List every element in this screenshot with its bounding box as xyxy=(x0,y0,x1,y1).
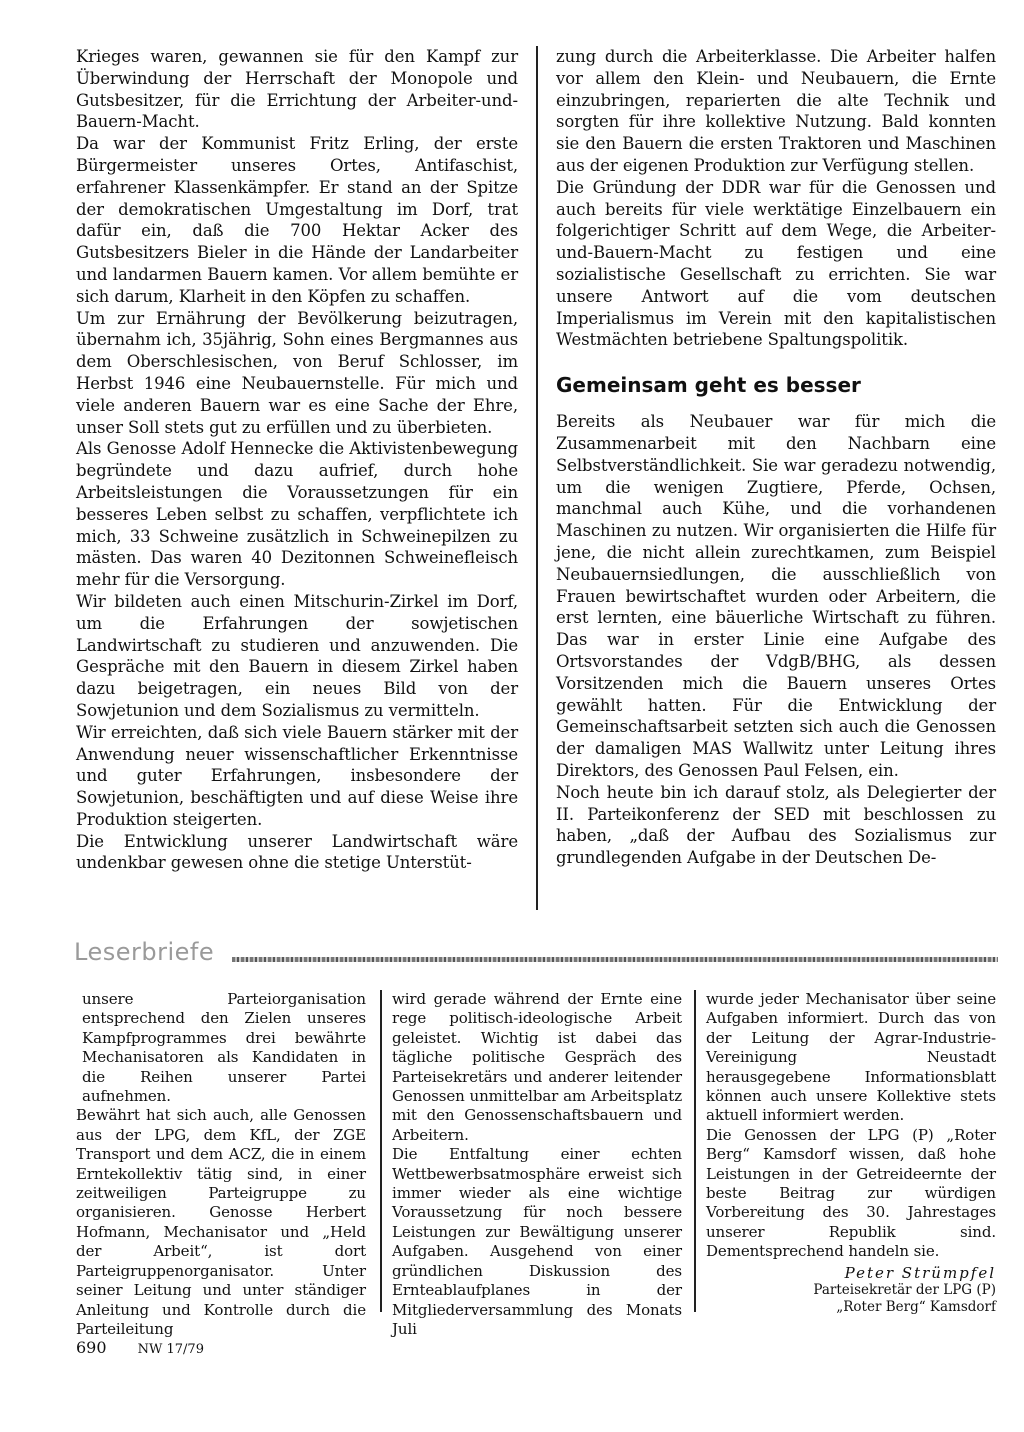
article-paragraph: Krieges waren, gewannen sie für den Kampf zur Überwindung der Herrschaft der Monopole und Gutsbesitzer, für die Errichtung der Arbeiter-und-Bauern-Macht. xyxy=(76,47,518,132)
article-paragraph: Die Gründung der DDR war für die Genossen und auch bereits für viele werktätige Einzelbauern ein folgerichtiger Schritt auf dem Wege, die Arbeiter-und-Bauern-Macht zu festigen und eine sozialistische Gesellschaft zu errichten. Sie war unsere Antwort auf die vom deutschen Imperialismus im Verein mit den kapitalistischen Westmächten betriebene Spaltungspolitik. xyxy=(556,177,996,350)
column-divider xyxy=(536,46,538,910)
letter-paragraph: wird gerade während der Ernte eine rege politisch-ideologische Arbeit geleistet. Wichtig ist dabei das tägliche politische Gespräch des Parteisekretärs und anderer leitender Genossen unmittelbar am Arbeitsplatz mit den Genossenschaftsbauern und Arbeitern. xyxy=(392,990,682,1144)
article-column-right xyxy=(556,46,996,869)
article-paragraph: Bereits als Neubauer war für mich die Zusammenarbeit mit den Nachbarn eine Selbstverständlichkeit. Sie war geradezu notwendig, um die wenigen Zugtiere, Pferde, Ochsen, manchmal auch Kühe, und die vorhandenen Maschinen zu nutzen. Wir organisierten die Hilfe für jene, die nicht allein zurechtkamen, zum Beispiel Neubauernsiedlungen, die ausschließlich von Frauen bewirtschaftet wurden oder Arbeitern, die erst lernten, eine bäuerliche Wirtschaft zu führen. Das war in erster Linie eine Aufgabe des Ortsvorstandes der VdgB/BHG, als dessen Vorsitzenden mich die Bauern unseres Ortes gewählt hatten. Für die Entwicklung der Gemeinschaftsarbeit setzten sich auch die Genossen der damaligen MAS Wallwitz unter Leitung ihres Direktors, des Genossen Paul Felsen, ein. xyxy=(556,412,996,780)
letter-paragraph: Die Entfaltung einer echten Wettbewerbsatmosphäre erweist sich immer wieder als eine wichtige Voraussetzung für noch bessere Leistungen zur Bewältigung unserer Aufgaben. Ausgehend von einer gründlichen Diskussion des Ernteablaufplanes in der Mitgliederversammlung des Monats Juli xyxy=(392,1145,682,1338)
article-paragraph: zung durch die Arbeiterklasse. Die Arbeiter halfen vor allem den Klein- und Neubauern, die Ernte einzubringen, reparierten die alte Technik und sorgten für ihre kollektive Nutzung. Bald konnten sie den Bauern die ersten Traktoren und Maschinen aus der eigenen Produktion zur Verfügung stellen. xyxy=(556,47,996,175)
letter-paragraph: unsere Parteiorganisation entsprechend den Zielen unseres Kampfprogrammes drei bewährte Mechanisatoren als Kandidaten in die Reihen unserer Partei aufnehmen. xyxy=(82,990,366,1106)
article-paragraph: Als Genosse Adolf Hennecke die Aktivistenbewegung begründete und dazu aufrief, durch hohe Arbeitsleistungen die Voraussetzungen für ein besseres Leben selbst zu schaffen, verpflichtete ich mich, 33 Schweine zusätzlich in Schweinepilzen zu mästen. Das waren 40 Dezitonnen Schweinefleisch mehr für die Versorgung. xyxy=(76,439,518,590)
signature-role: Parteisekretär der LPG (P) xyxy=(813,1281,996,1298)
letter-paragraph: Die Genossen der LPG (P) „Roter Berg“ Kamsdorf wissen, daß hohe Leistungen in der Getreideernte der beste Beitrag zur würdigen Vorbereitung des 30. Jahrestages unserer Republik sind. Dementsprechend handeln sie. xyxy=(706,1125,996,1261)
article-paragraph: Wir bildeten auch einen Mitschurin-Zirkel im Dorf, um die Erfahrungen der sowjetischen Landwirtschaft zu studieren und anzuwenden. Die Gespräche mit den Bauern in diesem Zirkel haben dazu beigetragen, ein neues Bild von der Sowjetunion und dem Sozialismus zu vermitteln. xyxy=(76,591,518,720)
article-paragraph: Noch heute bin ich darauf stolz, als Delegierter der II. Parteikonferenz der SED mit beschlossen zu haben, „daß der Aufbau des Sozialismus zur grundlegenden Aufgabe in der Deutschen De- xyxy=(556,782,996,868)
banner-title: Leserbriefe xyxy=(74,938,215,966)
signature-name: Peter Strümpfel xyxy=(844,1263,996,1282)
section-heading: Gemeinsam geht es besser xyxy=(556,373,861,398)
article-column-left xyxy=(76,46,518,874)
banner-rule xyxy=(232,957,998,962)
letters-column-3 xyxy=(706,990,996,1316)
page-footer xyxy=(76,1338,204,1357)
page-number: 690 xyxy=(76,1338,107,1357)
column-divider xyxy=(694,990,696,1312)
letter-paragraph: Bewährt hat sich auch, alle Genossen aus der LPG, dem KfL, der ZGE Transport und dem ACZ, die in einem Erntekollektiv tätig sind, in einer zeitweiligen Parteigruppe zu organisieren. Genosse Herbert Hofmann, Mechanisator und „Held der Arbeit“, ist dort Parteigruppenorganisator. Unter seiner Leitung und unter ständiger Anleitung und Kontrolle durch die Parteileitung xyxy=(76,1106,366,1338)
article-paragraph: Wir erreichten, daß sich viele Bauern stärker mit der Anwendung neuer wissenschaftlicher Erkenntnisse und guter Erfahrungen, insbesondere der Sowjetunion, beschäftigten und auf diese Weise ihre Produktion steigerten. xyxy=(76,722,518,829)
letters-column-2 xyxy=(392,990,682,1339)
article-paragraph: Die Entwicklung unserer Landwirtschaft wäre undenkbar gewesen ohne die stetige Unterstüt- xyxy=(76,831,518,873)
letter-paragraph: wurde jeder Mechanisator über seine Aufgaben informiert. Durch das von der Leitung der Agrar-Industrie-Vereinigung Neustadt herausgegebene Informationsblatt können auch unsere Kollektive stets aktuell informiert werden. xyxy=(706,990,996,1125)
issue-label: NW 17/79 xyxy=(137,1342,204,1357)
signature-role: „Roter Berg“ Kamsdorf xyxy=(836,1298,996,1315)
article-paragraph: Da war der Kommunist Fritz Erling, der erste Bürgermeister unseres Ortes, Antifaschist, erfahrener Klassenkämpfer. Er stand an der Spitze der demokratischen Umgestaltung im Dorf, trat dafür ein, daß die 700 Hektar Acker des Gutsbesitzers Bieler in die Hände der Landarbeiter und landarmen Bauern kamen. Vor allem bemühte er sich darum, Klarheit in den Köpfen zu schaffen. xyxy=(76,134,518,306)
column-divider xyxy=(380,990,382,1312)
section-banner xyxy=(74,938,998,970)
article-paragraph: Um zur Ernährung der Bevölkerung beizutragen, übernahm ich, 35jährig, Sohn eines Bergmannes aus dem Oberschlesischen, von Beruf Schlosser, im Herbst 1946 eine Neubauernstelle. Für mich und viele anderen Bauern war es eine Sache der Ehre, unser Soll stets gut zu erfüllen und zu überbieten. xyxy=(76,308,518,437)
letters-column-1 xyxy=(76,990,366,1339)
